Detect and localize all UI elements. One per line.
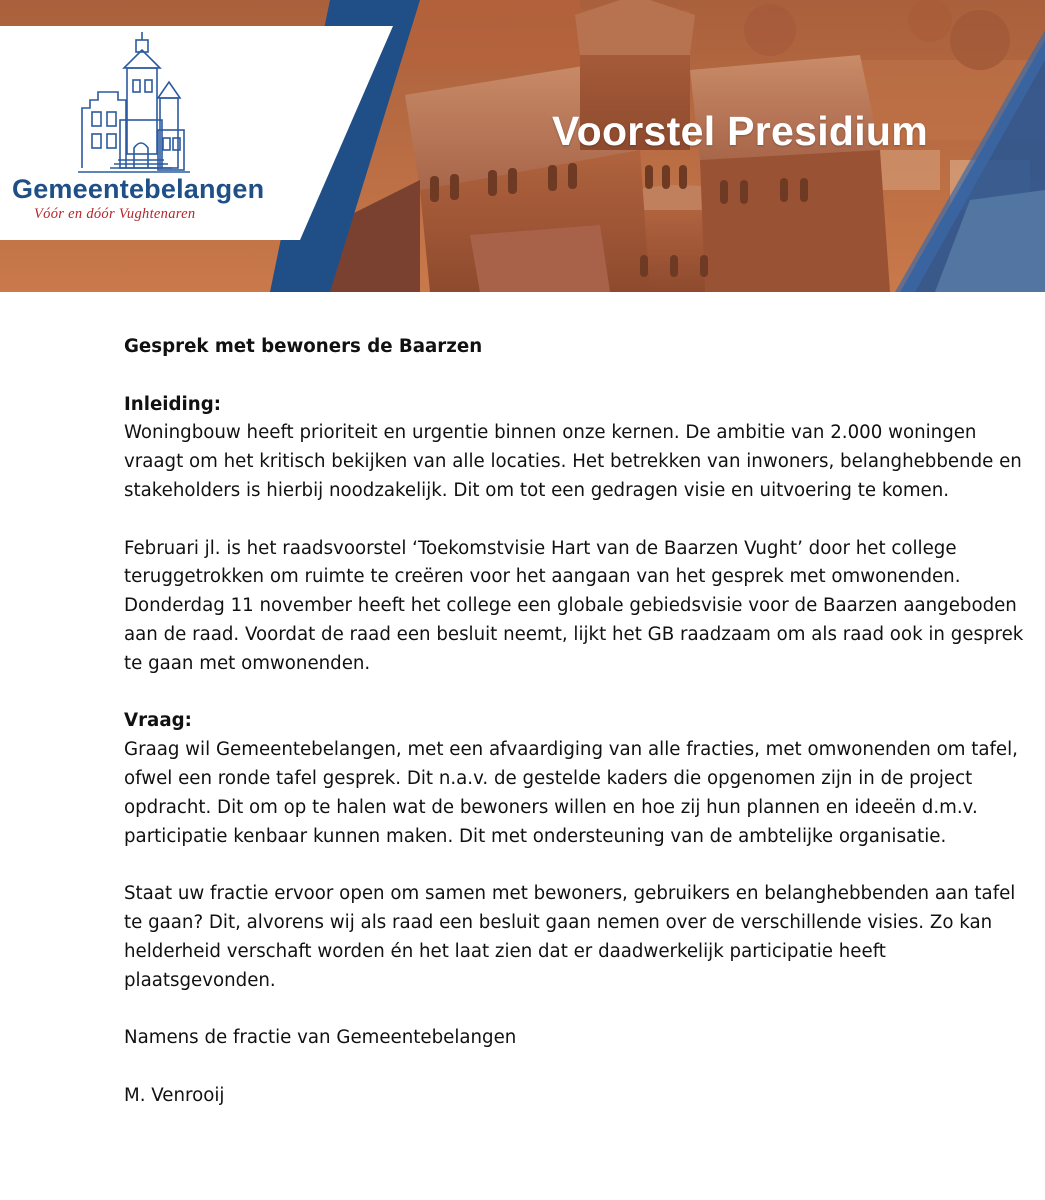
- banner-title: Voorstel Presidium: [552, 108, 929, 154]
- logo-name: Gemeentebelangen: [12, 174, 265, 204]
- logo-tagline: Vóór en dóór Vughtenaren: [34, 206, 196, 222]
- signature: M. Venrooij: [124, 1084, 225, 1106]
- closing-question-paragraph: Staat uw fractie ervoor open om samen met bewoners, gebruikers en belanghebbenden aan tafel te gaan? Dit, alvorens wij als raad een besluit gaan nemen over de verschillende visies. Zo kan helderheid verschaft worden én het laat zien dat er daadwerkelijk participatie heeft plaatsgevonden.: [124, 883, 1016, 991]
- paragraph-spacer: [124, 1053, 1024, 1082]
- paragraph-spacer: [124, 506, 1024, 535]
- intro-heading: Inleiding:: [124, 393, 222, 415]
- letter-subject: Gesprek met bewoners de Baarzen: [124, 336, 483, 357]
- paragraph-spacer: [124, 995, 1024, 1024]
- logo: [0, 0, 420, 292]
- question-paragraph: Graag wil Gemeentebelangen, met een afvaardiging van alle fracties, met omwonenden om tafel, ofwel een ronde tafel gesprek. Dit n.a.v. de gestelde kaders die opgenomen zijn in de project opdracht. Dit om op te halen wat de bewoners willen en hoe zij hun plannen en ideeën d.m.v. participatie kenbaar kunnen maken. Dit met ondersteuning van de ambtelijke organisatie.: [124, 739, 1018, 847]
- letter-body: [124, 333, 1024, 1111]
- paragraph-spacer: [124, 679, 1024, 708]
- sign-off: Namens de fractie van Gemeentebelangen: [124, 1027, 517, 1049]
- intro-paragraph: Woningbouw heeft prioriteit en urgentie binnen onze kernen. De ambitie van 2.000 woningen vraagt om het kritisch bekijken van alle locaties. Het betrekken van inwoners, belanghebbende en stakeholders is hierbij noodzakelijk. Dit om tot een gedragen visie en uitvoering te komen.: [124, 422, 1022, 501]
- question-heading: Vraag:: [124, 710, 192, 732]
- header-banner: [0, 0, 1045, 292]
- paragraph-spacer: [124, 851, 1024, 880]
- background-paragraph: Februari jl. is het raadsvoorstel ‘Toekomstvisie Hart van de Baarzen Vught’ door het college teruggetrokken om ruimte te creëren voor het aangaan van het gesprek met omwonenden. Donderdag 11 november heeft het college een globale gebiedsvisie voor de Baarzen aangeboden aan de raad. Voordat de raad een besluit neemt, lijkt het GB raadzaam om als raad ook in gesprek te gaan met omwonenden.: [124, 537, 1024, 674]
